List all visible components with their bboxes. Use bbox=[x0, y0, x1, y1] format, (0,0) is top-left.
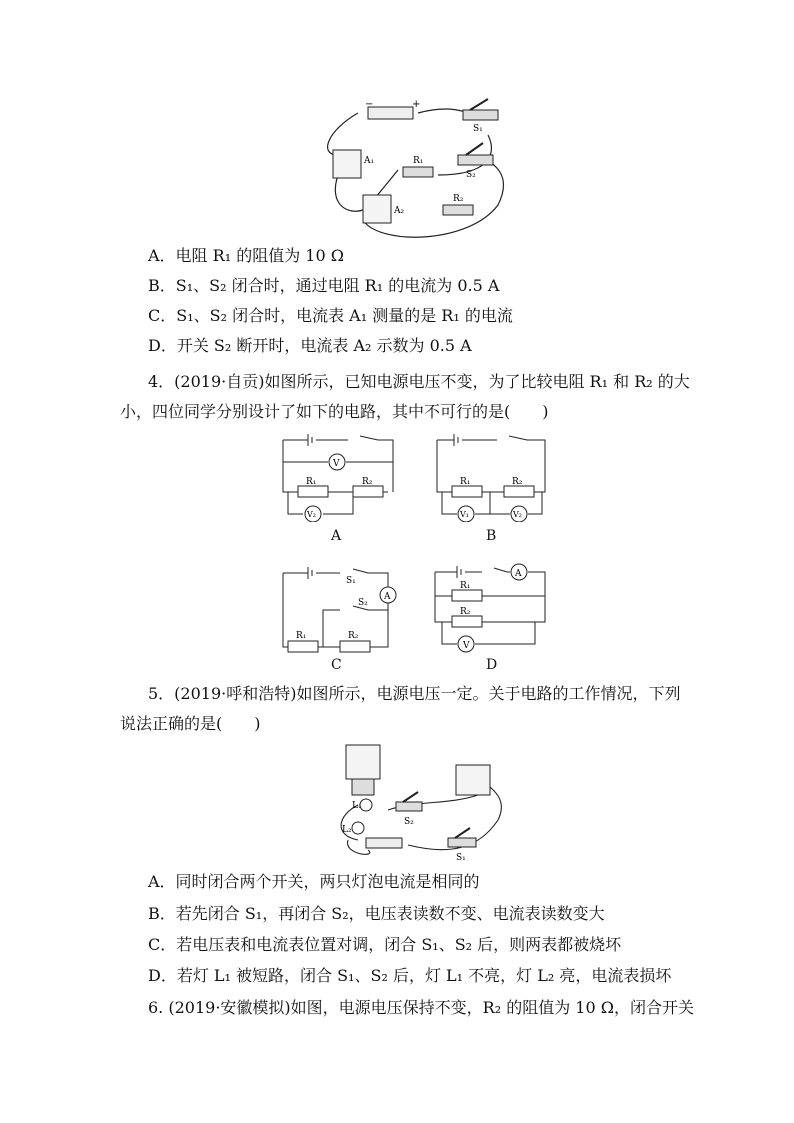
q6-stem-line1: 6. (2019·安徽模拟)如图，电源电压保持不变，R₂ 的阻值为 10 Ω，闭合开关 bbox=[148, 998, 694, 1017]
q4c-r1: R₁ bbox=[296, 631, 307, 641]
q4d-v: V bbox=[463, 641, 470, 651]
q5-option-c: C．若电压表和电流表位置对调，闭合 S₁、S₂ 后，则两表都被烧坏 bbox=[148, 935, 622, 954]
q4-circuit-b bbox=[432, 432, 552, 522]
q3-label-r1: R₁ bbox=[413, 156, 424, 166]
q4-stem-line2: 小，四位同学分别设计了如下的电路，其中不可行的是( ) bbox=[120, 402, 549, 421]
q4b-r2: R₂ bbox=[512, 477, 523, 487]
q3-circuit-figure bbox=[318, 95, 513, 240]
q3-label-a1: A₁ bbox=[364, 156, 375, 166]
q5-stem-line1: 5．(2019·呼和浩特)如图所示，电源电压一定。关于电路的工作情况，下列 bbox=[148, 684, 681, 703]
q4a-r1: R₁ bbox=[306, 477, 317, 487]
q3-label-s1: S₁ bbox=[473, 124, 483, 134]
svg-text:−: − bbox=[365, 99, 374, 110]
q3-label-a2: A₂ bbox=[394, 206, 405, 216]
q4c-s1: S₁ bbox=[346, 576, 356, 586]
q4a-v: V bbox=[333, 459, 340, 469]
q4b-v2: V₂ bbox=[513, 510, 522, 519]
q4b-r1: R₁ bbox=[460, 477, 471, 487]
q4-label-c: C bbox=[331, 657, 342, 673]
q4c-r2: R₂ bbox=[348, 631, 359, 641]
q4-circuit-d bbox=[432, 562, 552, 654]
q5-option-a: A．同时闭合两个开关，两只灯泡电流是相同的 bbox=[148, 872, 480, 891]
q4a-r2: R₂ bbox=[362, 477, 373, 487]
q3-label-r2: R₂ bbox=[453, 194, 464, 204]
q4d-am: A bbox=[515, 569, 522, 579]
q4d-r2: R₂ bbox=[460, 607, 471, 617]
q3-option-b: B．S₁、S₂ 闭合时，通过电阻 R₁ 的电流为 0.5 A bbox=[148, 276, 500, 295]
q5-label-l1: L₁ bbox=[352, 801, 362, 811]
q5-option-b: B．若先闭合 S₁，再闭合 S₂，电压表读数不变、电流表读数变大 bbox=[148, 904, 605, 923]
q4c-s2: S₂ bbox=[358, 598, 368, 608]
q3-option-c: C．S₁、S₂ 闭合时，电流表 A₁ 测量的是 R₁ 的电流 bbox=[148, 306, 513, 325]
q4-circuit-a bbox=[278, 432, 398, 522]
q3-option-a: A．电阻 R₁ 的阻值为 10 Ω bbox=[148, 246, 344, 265]
q5-label-s1: S₁ bbox=[456, 853, 466, 863]
q5-label-l2: L₂ bbox=[342, 825, 352, 835]
q5-option-d: D．若灯 L₁ 被短路，闭合 S₁、S₂ 后，灯 L₁ 不亮，灯 L₂ 亮，电流表损坏 bbox=[148, 966, 672, 985]
q4d-r1: R₁ bbox=[460, 581, 471, 591]
q3-label-s2: S₂ bbox=[466, 170, 476, 180]
q3-option-d: D．开关 S₂ 断开时，电流表 A₂ 示数为 0.5 A bbox=[148, 336, 472, 355]
svg-text:+: + bbox=[412, 99, 421, 110]
q5-circuit-figure bbox=[328, 740, 508, 865]
q4-label-a: A bbox=[331, 528, 342, 544]
q5-label-s2: S₂ bbox=[404, 817, 414, 827]
q4-label-d: D bbox=[486, 657, 498, 673]
q4c-am: A bbox=[384, 592, 391, 602]
q4-label-b: B bbox=[486, 528, 497, 544]
q4-circuit-c bbox=[278, 565, 398, 655]
q4-stem-line1: 4．(2019·自贡)如图所示，已知电源电压不变，为了比较电阻 R₁ 和 R₂ 的大 bbox=[148, 372, 690, 391]
q4a-v2: V₂ bbox=[307, 510, 316, 519]
q4b-v1: V₁ bbox=[460, 510, 469, 519]
q5-stem-line2: 说法正确的是( ) bbox=[120, 714, 261, 733]
